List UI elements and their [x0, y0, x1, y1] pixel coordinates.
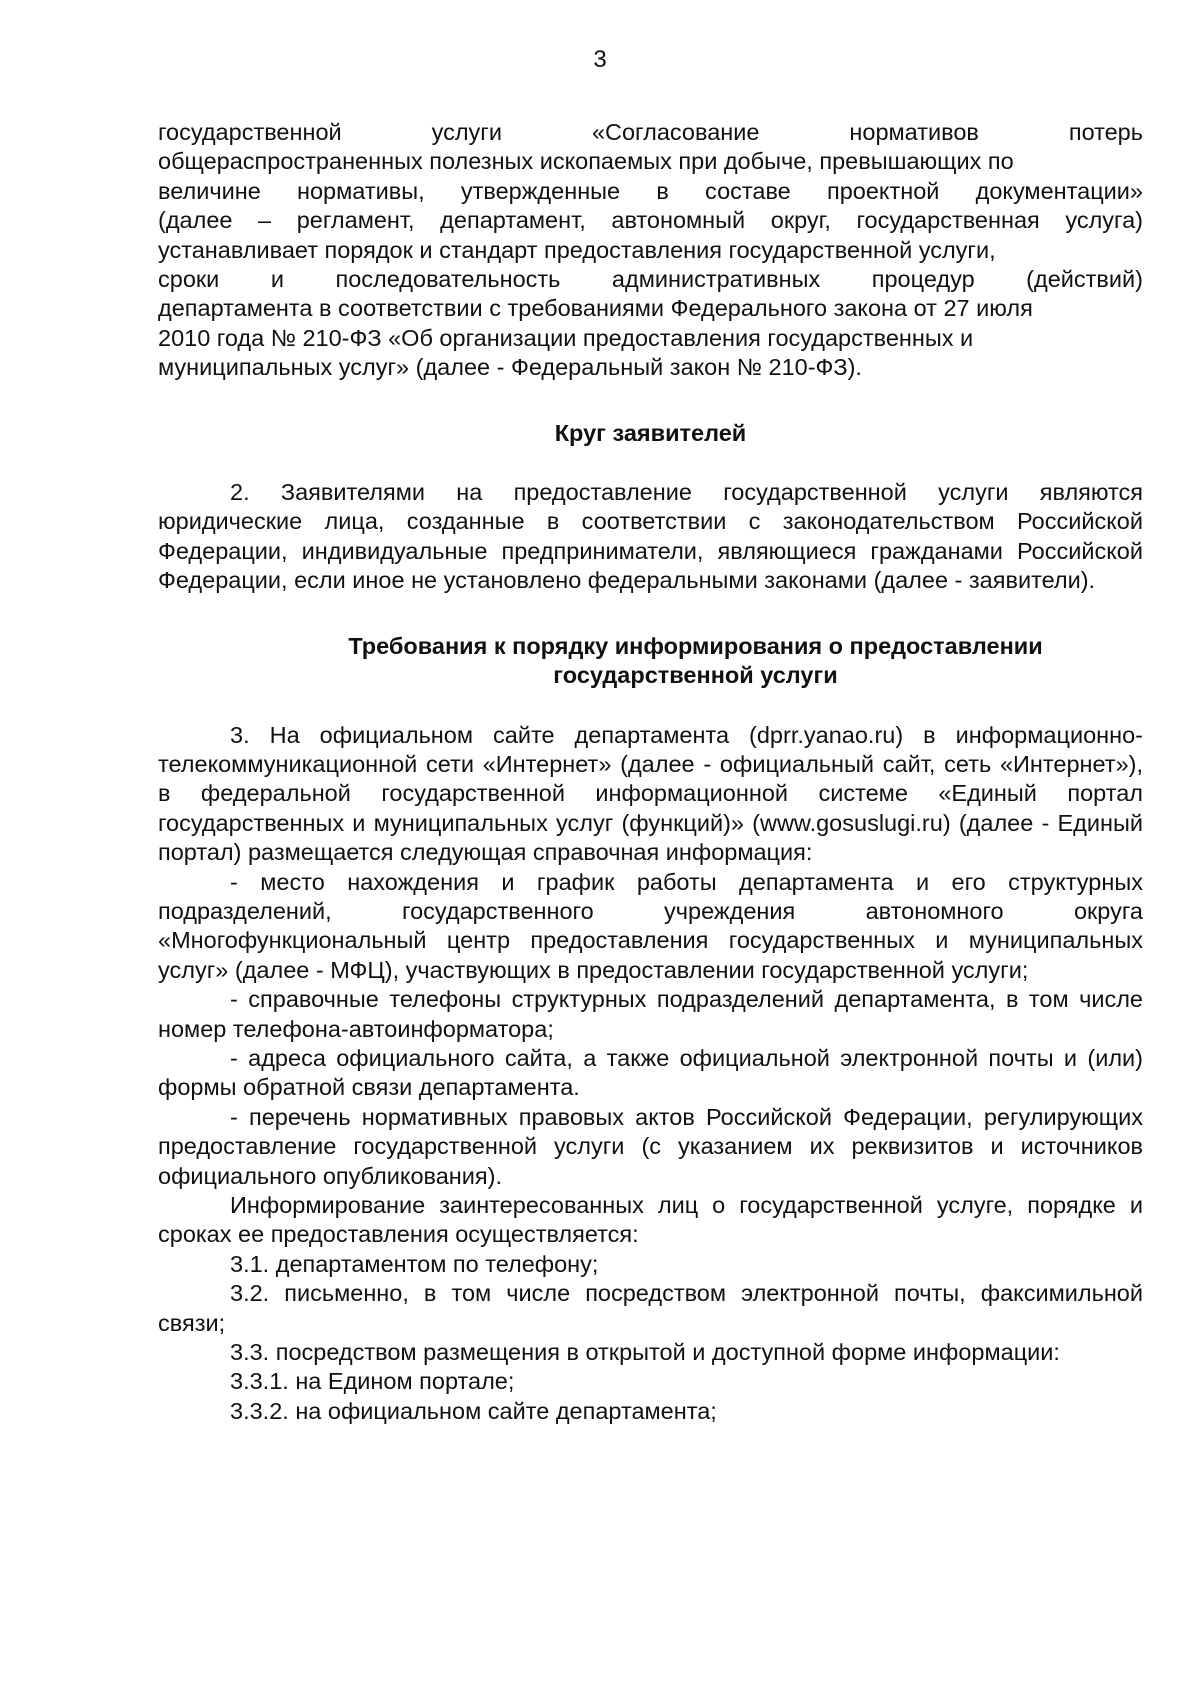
list-item-3-3-2: 3.3.2. на официальном сайте департамента; [230, 1397, 717, 1424]
paragraph-3: 3. На официальном сайте департамента (dprr.yanao.ru) в информационно-телекоммуникационной сети «Интернет» (далее - официальный сайт, сеть «Интернет»), в федеральной государственной информационной системе «Единый портал государственных и муниципальных услуг (функций)» (www.gosuslugi.ru) (далее - Единый портал) размещается следующая справочная информация: [158, 721, 1143, 866]
section-heading-applicants: Круг заявителей [554, 419, 747, 446]
intro-line: 2010 года № 210-ФЗ «Об организации предоставления государственных и [158, 324, 974, 351]
list-item-3-2: 3.2. письменно, в том числе посредством электронной почты, факсимильной связи; [158, 1280, 1143, 1336]
intro-line: величине нормативы, утвержденные в составе проектной документации» [158, 177, 1143, 204]
intro-line: общераспространенных полезных ископаемых при добыче, превышающих по [158, 148, 1014, 175]
page-number: 3 [593, 46, 607, 73]
document-body [158, 118, 1143, 1426]
intro-line: департамента в соответствии с требованиями Федерального закона от 27 июля [158, 295, 1033, 322]
bullet-item: - адреса официального сайта, а также официальной электронной почты и (или) формы обратной связи департамента. [158, 1044, 1143, 1101]
paragraph-informing: Информирование заинтересованных лиц о государственной услуге, порядке и сроках ее предоставления осуществляется: [158, 1192, 1143, 1248]
intro-line: сроки и последовательность административных процедур (действий) [158, 266, 1143, 293]
section-heading-informing: Требования к порядку информирования о предоставлении государственной услуги [348, 632, 1043, 689]
bullet-item: - место нахождения и график работы департамента и его структурных подразделений, государственного учреждения автономного округа «Многофункциональный центр предоставления государственных и муниципальных услуг» (далее - МФЦ), участвующих в предоставлении государственной услуги; [158, 868, 1143, 983]
paragraph-applicants: 2. Заявителями на предоставление государственной услуги являются юридические лица, созданные в соответствии с законодательством Российской Федерации, индивидуальные предприниматели, являющиеся гражданами Российской Федерации, если иное не установлено федеральными законами (далее - заявители). [158, 479, 1143, 594]
bullet-item: - перечень нормативных правовых актов Российской Федерации, регулирующих предоставление государственной услуги (с указанием их реквизитов и источников официального опубликования). [158, 1103, 1143, 1189]
list-item-3-1: 3.1. департаментом по телефону; [230, 1250, 599, 1277]
intro-line: муниципальных услуг» (далее - Федеральный закон № 210-ФЗ). [158, 354, 862, 381]
intro-paragraph [158, 118, 1143, 383]
list-item-3-3: 3.3. посредством размещения в открытой и доступной форме информации: [230, 1339, 1060, 1366]
bullet-item: - справочные телефоны структурных подразделений департамента, в том числе номер телефона-автоинформатора; [158, 986, 1143, 1042]
list-item-3-3-1: 3.3.1. на Едином портале; [230, 1368, 515, 1395]
intro-line: государственной услуги «Согласование нормативов потерь [158, 119, 1143, 145]
intro-line: (далее – регламент, департамент, автономный округ, государственная услуга) [158, 207, 1143, 234]
intro-line: устанавливает порядок и стандарт предоставления государственной услуги, [158, 236, 996, 263]
